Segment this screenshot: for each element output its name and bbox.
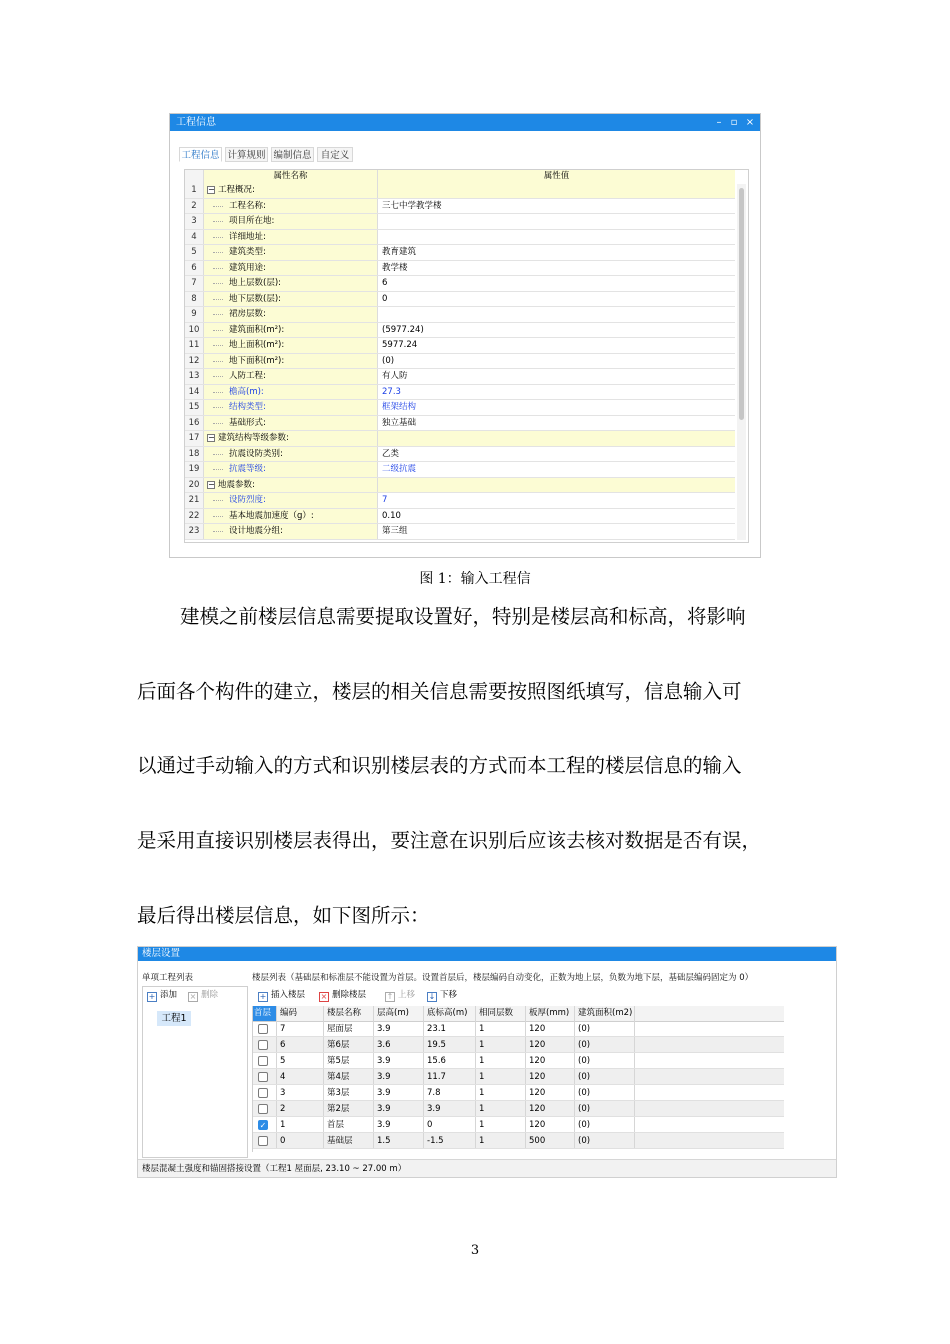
floor-cell-height[interactable]: 3.9: [374, 1053, 424, 1068]
arrow-down-icon: ↓: [428, 992, 436, 1001]
floor-cell-slab[interactable]: 120: [526, 1021, 575, 1036]
row-number: 10: [185, 323, 204, 338]
property-row[interactable]: [185, 478, 735, 494]
close-icon[interactable]: ×: [745, 117, 755, 128]
property-row[interactable]: [185, 400, 735, 416]
floor-row[interactable]: [253, 1101, 784, 1117]
floor-cell-area[interactable]: (0): [575, 1021, 635, 1036]
move-down-label: 下移: [440, 990, 458, 1000]
row-number: 16: [185, 416, 204, 431]
tree-connector: [213, 392, 223, 393]
property-name: 基本地震加速度（g）:: [229, 510, 314, 521]
first-floor-cell: [253, 1101, 277, 1116]
property-grid-header: [185, 170, 735, 184]
tree-connector: [213, 330, 223, 331]
property-value[interactable]: 6: [382, 278, 388, 288]
property-row[interactable]: [185, 385, 735, 401]
floor-cell-name[interactable]: 第3层: [324, 1085, 374, 1100]
remove-floor-label: 删除楼层: [332, 990, 367, 1000]
floor-cell-name[interactable]: 基础层: [324, 1133, 374, 1148]
paragraph-line-4: 是采用直接识别楼层表得出，要注意在识别后应该去核对数据是否有误，: [137, 829, 762, 852]
tab-project-info[interactable]: 工程信息: [179, 147, 222, 162]
row-number: 15: [185, 400, 204, 415]
floor-cell-same[interactable]: 1: [476, 1053, 526, 1068]
tree-connector: [213, 376, 223, 377]
floor-cell-name[interactable]: 第5层: [324, 1053, 374, 1068]
first-floor-checkbox[interactable]: [258, 1056, 268, 1066]
property-name-cell: [204, 509, 378, 524]
insert-row-icon: +: [259, 992, 267, 1001]
floor-cell-slab[interactable]: 120: [526, 1101, 575, 1116]
floor-row[interactable]: [253, 1085, 784, 1101]
floor-cell-code[interactable]: 0: [277, 1133, 324, 1148]
property-name-cell: [204, 214, 378, 229]
remove-row-icon: ×: [320, 992, 328, 1001]
arrow-up-icon: ↑: [386, 992, 394, 1001]
property-name: 地下层数(层):: [229, 293, 281, 304]
property-name-cell: [204, 354, 378, 369]
tree-connector: [213, 252, 223, 253]
first-floor-checkbox[interactable]: [258, 1136, 268, 1146]
collapse-icon[interactable]: −: [208, 433, 215, 442]
page-number: 3: [470, 1243, 480, 1258]
project-item[interactable]: 工程1: [157, 1011, 191, 1026]
property-name: 设计地震分组:: [229, 526, 283, 536]
property-value[interactable]: 27.3: [382, 386, 401, 397]
first-floor-cell: [253, 1117, 277, 1132]
property-value[interactable]: 框架结构: [382, 402, 417, 412]
property-row[interactable]: [185, 447, 735, 463]
floor-cell-height[interactable]: 1.5: [374, 1133, 424, 1148]
property-name-cell: [204, 183, 378, 198]
tree-connector: [213, 423, 223, 424]
insert-floor-button[interactable]: [258, 989, 305, 1002]
floor-cell-code[interactable]: 3: [277, 1085, 324, 1100]
property-name: 抗震等级:: [229, 464, 266, 474]
row-number: 20: [185, 478, 204, 493]
property-row[interactable]: [185, 338, 735, 354]
property-name: 裙房层数:: [229, 309, 266, 319]
property-name: 建筑用途:: [229, 262, 266, 273]
add-project-button[interactable]: [147, 989, 177, 1002]
floor-row[interactable]: [253, 1021, 784, 1037]
first-floor-checkbox[interactable]: ✓: [259, 1121, 267, 1130]
property-value[interactable]: [378, 431, 735, 446]
row-number: 4: [185, 230, 204, 245]
property-row[interactable]: [185, 323, 735, 339]
tree-connector: [213, 500, 223, 501]
first-floor-cell: [253, 1021, 277, 1036]
first-floor-checkbox[interactable]: [258, 1024, 268, 1034]
floor-cell-bottom[interactable]: -1.5: [424, 1133, 476, 1148]
project-info-window: [169, 113, 761, 558]
floor-cell-name[interactable]: 第2层: [324, 1101, 374, 1116]
tree-connector: [213, 469, 223, 470]
floor-cell-name[interactable]: 首层: [324, 1117, 374, 1132]
floor-cell-code[interactable]: 6: [277, 1037, 324, 1052]
property-name-cell: [204, 493, 378, 508]
floor-cell-same[interactable]: 1: [476, 1069, 526, 1084]
vertical-scrollbar[interactable]: [737, 184, 746, 540]
property-grid: [184, 169, 749, 543]
property-row[interactable]: [185, 354, 735, 370]
row-number: 2: [185, 199, 204, 214]
floor-cell-same[interactable]: 1: [476, 1133, 526, 1148]
property-name-cell: [204, 292, 378, 307]
tree-connector: [213, 221, 223, 222]
floor-settings-window: [137, 946, 837, 1178]
property-name: 工程名称:: [229, 200, 266, 211]
tree-connector: [213, 314, 223, 315]
row-number: 13: [185, 369, 204, 384]
property-name-cell: [204, 385, 378, 400]
floor-settings-title: 楼层设置: [138, 947, 836, 961]
tree-connector: [213, 237, 223, 238]
property-name: 地上层数(层):: [229, 278, 281, 288]
floor-row[interactable]: [253, 1037, 784, 1053]
column-header[interactable]: 建筑面积(m2): [575, 1006, 635, 1021]
floor-row[interactable]: [253, 1069, 784, 1085]
floor-cell-slab[interactable]: 120: [526, 1053, 575, 1068]
minimize-icon[interactable]: –: [716, 117, 722, 128]
property-name-cell: [204, 276, 378, 291]
floor-cell-area[interactable]: (0): [575, 1037, 635, 1052]
property-value[interactable]: 0.10: [382, 510, 401, 521]
property-row[interactable]: [185, 214, 735, 230]
property-name: 地上面积(m²):: [229, 340, 285, 350]
row-number: 22: [185, 509, 204, 524]
header-value: 属性值: [543, 171, 570, 181]
property-value[interactable]: 三七中学教学楼: [382, 200, 442, 211]
header-num-cell: [185, 170, 204, 183]
property-value[interactable]: 二级抗震: [382, 464, 417, 474]
property-value[interactable]: [378, 230, 735, 245]
tab-compile-info[interactable]: 编制信息: [271, 147, 314, 162]
property-name-cell: [204, 323, 378, 338]
floor-cell-same[interactable]: 1: [476, 1117, 526, 1132]
property-value[interactable]: 5977.24: [382, 340, 418, 350]
move-down-button[interactable]: [427, 989, 457, 1002]
project-info-title-bar: [170, 114, 760, 131]
row-number: 23: [185, 524, 204, 539]
tree-connector: [213, 361, 223, 362]
property-value[interactable]: 乙类: [382, 448, 400, 459]
floor-table-header: [253, 1006, 784, 1022]
row-number: 12: [185, 354, 204, 369]
scrollbar-thumb[interactable]: [739, 188, 744, 420]
property-name-cell: [204, 245, 378, 260]
column-header[interactable]: 底标高(m): [424, 1006, 476, 1021]
column-header[interactable]: 编码: [277, 1006, 324, 1021]
first-floor-checkbox[interactable]: [258, 1072, 268, 1082]
floor-cell-area[interactable]: (0): [575, 1069, 635, 1084]
row-number: 19: [185, 462, 204, 477]
floor-row[interactable]: [253, 1133, 784, 1149]
paragraph-line-5: 最后得出楼层信息，如下图所示：: [137, 904, 430, 927]
property-value[interactable]: [378, 183, 735, 198]
add-label: 添加: [160, 990, 178, 1000]
collapse-icon[interactable]: −: [208, 185, 215, 194]
floor-cell-bottom[interactable]: 7.8: [424, 1085, 476, 1100]
property-name-cell: [204, 524, 378, 539]
row-number: 5: [185, 245, 204, 260]
property-row[interactable]: [185, 431, 735, 447]
property-row[interactable]: [185, 292, 735, 308]
row-number: 18: [185, 447, 204, 462]
property-row[interactable]: [185, 307, 735, 323]
tab-calc-rules[interactable]: 计算规则: [225, 147, 268, 162]
property-row[interactable]: [185, 261, 735, 277]
header-name: 属性名称: [204, 170, 378, 183]
floor-row[interactable]: [253, 1117, 784, 1133]
property-name-cell: [204, 447, 378, 462]
property-name: 详细地址:: [229, 231, 266, 242]
floor-cell-slab[interactable]: 500: [526, 1133, 575, 1148]
property-name-cell: [204, 431, 378, 446]
property-row[interactable]: [185, 416, 735, 432]
collapse-icon[interactable]: −: [208, 479, 215, 489]
property-name: 设防烈度:: [229, 495, 266, 505]
insert-floor-label: 插入楼层: [271, 990, 306, 1000]
tree-connector: [213, 283, 223, 284]
property-row[interactable]: [185, 183, 735, 199]
property-name: 地震参数:: [218, 479, 255, 490]
floor-cell-height[interactable]: 3.9: [374, 1101, 424, 1116]
property-name: 人防工程:: [229, 371, 266, 381]
tree-connector: [213, 454, 223, 455]
property-row[interactable]: [185, 199, 735, 215]
tree-connector: [213, 206, 223, 207]
property-name: 地下面积(m²):: [229, 355, 285, 366]
property-name-cell: [204, 462, 378, 477]
property-value[interactable]: [378, 214, 735, 229]
column-header[interactable]: 板厚(mm): [526, 1006, 575, 1021]
property-value[interactable]: 7: [382, 495, 388, 505]
floor-cell-area[interactable]: (0): [575, 1053, 635, 1068]
floor-cell-bottom[interactable]: 0: [424, 1117, 476, 1132]
floor-cell-slab[interactable]: 120: [526, 1085, 575, 1100]
column-header[interactable]: 首层: [253, 1006, 277, 1021]
property-value[interactable]: 教学楼: [382, 262, 408, 273]
project-list-label: 单项工程列表: [142, 973, 194, 983]
floor-cell-area[interactable]: (0): [575, 1117, 635, 1132]
property-name-cell: [204, 478, 378, 493]
move-up-button[interactable]: [385, 989, 415, 1002]
row-number: 11: [185, 338, 204, 353]
property-name: 工程概况:: [218, 185, 255, 195]
property-name-cell: [204, 400, 378, 415]
tree-connector: [213, 345, 223, 346]
tree-connector: [213, 268, 223, 269]
move-up-label: 上移: [398, 990, 416, 1000]
floor-row[interactable]: [253, 1053, 784, 1069]
status-bar: 楼层混凝土强度和锚固搭接设置（工程1 屋面层, 23.10 ~ 27.00 m）: [138, 1159, 836, 1178]
paragraph-line-1: 建模之前楼层信息需要提取设置好，特别是楼层高和标高，将影响: [180, 605, 746, 628]
first-floor-cell: [253, 1069, 277, 1084]
floor-cell-bottom[interactable]: 23.1: [424, 1021, 476, 1036]
row-number: 7: [185, 276, 204, 291]
tree-connector: [213, 299, 223, 300]
floor-cell-bottom[interactable]: 15.6: [424, 1053, 476, 1068]
floor-cell-name[interactable]: 第4层: [324, 1069, 374, 1084]
property-name: 建筑面积(m²):: [229, 324, 285, 335]
property-value[interactable]: 第三组: [382, 526, 408, 536]
property-value[interactable]: (5977.24): [382, 324, 424, 335]
floor-cell-area[interactable]: (0): [575, 1101, 635, 1116]
property-row[interactable]: [185, 462, 735, 478]
property-value[interactable]: [378, 478, 735, 493]
first-floor-cell: [253, 1133, 277, 1148]
property-name-cell: [204, 307, 378, 322]
floor-cell-name[interactable]: 第6层: [324, 1037, 374, 1052]
delete-project-button[interactable]: [188, 989, 218, 1002]
floor-cell-bottom[interactable]: 3.9: [424, 1101, 476, 1116]
property-name-cell: [204, 416, 378, 431]
property-name: 项目所在地:: [229, 216, 275, 226]
floor-cell-code[interactable]: 7: [277, 1021, 324, 1036]
floor-cell-bottom[interactable]: 19.5: [424, 1037, 476, 1052]
floor-cell-height[interactable]: 3.9: [374, 1117, 424, 1132]
row-number: 17: [185, 431, 204, 446]
delete-label: 删除: [201, 990, 219, 1000]
row-number: 6: [185, 261, 204, 276]
property-name: 建筑结构等级参数:: [218, 433, 289, 443]
property-name-cell: [204, 338, 378, 353]
floor-cell-same[interactable]: 1: [476, 1021, 526, 1036]
column-header[interactable]: 相同层数: [476, 1006, 526, 1021]
floor-cell-same[interactable]: 1: [476, 1101, 526, 1116]
property-row[interactable]: [185, 230, 735, 246]
delete-icon: ×: [189, 992, 197, 1001]
row-number: 1: [185, 183, 204, 198]
property-value[interactable]: [378, 307, 735, 322]
floor-list-label: 楼层列表（基础层和标准层不能设置为首层。设置首层后，楼层编码自动变化，正数为地上层，负数为地下层，基础层编码固定为 0）: [252, 973, 754, 983]
tab-custom[interactable]: 自定义: [317, 147, 353, 162]
first-floor-cell: [253, 1085, 277, 1100]
floor-cell-code[interactable]: 5: [277, 1053, 324, 1068]
floor-cell-slab[interactable]: 120: [526, 1117, 575, 1132]
plus-icon: +: [148, 992, 156, 1001]
floor-cell-same[interactable]: 1: [476, 1085, 526, 1100]
floor-table: [252, 1006, 784, 1152]
property-row[interactable]: [185, 245, 735, 261]
project-list-panel: [142, 986, 248, 1158]
floor-cell-same[interactable]: 1: [476, 1037, 526, 1052]
row-number: 3: [185, 214, 204, 229]
property-name-cell: [204, 199, 378, 214]
floor-cell-slab[interactable]: 120: [526, 1069, 575, 1084]
floor-cell-height[interactable]: 3.9: [374, 1069, 424, 1084]
floor-cell-area[interactable]: (0): [575, 1133, 635, 1148]
row-number: 21: [185, 493, 204, 508]
tree-connector: [213, 516, 223, 517]
property-value[interactable]: 教育建筑: [382, 247, 417, 257]
floor-cell-name[interactable]: 屋面层: [324, 1021, 374, 1036]
property-value[interactable]: 独立基础: [382, 417, 417, 428]
remove-floor-button[interactable]: [319, 989, 366, 1002]
paragraph-line-2: 后面各个构件的建立，楼层的相关信息需要按照图纸填写，信息输入可: [137, 680, 742, 703]
property-name: 檐高(m):: [229, 386, 264, 397]
tree-connector: [213, 531, 223, 532]
first-floor-checkbox[interactable]: [258, 1040, 268, 1050]
first-floor-cell: [253, 1053, 277, 1068]
property-name: 基础形式:: [229, 417, 266, 428]
property-name-cell: [204, 230, 378, 245]
property-row[interactable]: [185, 524, 735, 540]
column-header[interactable]: 层高(m): [374, 1006, 424, 1021]
floor-cell-bottom[interactable]: 11.7: [424, 1069, 476, 1084]
maximize-icon[interactable]: ▫: [730, 117, 738, 128]
figure-caption: 图 1：输入工程信: [419, 571, 531, 587]
property-value[interactable]: 有人防: [382, 371, 408, 381]
property-name-cell: [204, 369, 378, 384]
property-row[interactable]: [185, 493, 735, 509]
property-name-cell: [204, 261, 378, 276]
floor-cell-slab[interactable]: 120: [526, 1037, 575, 1052]
window-title: 工程信息: [176, 117, 216, 128]
property-name: 抗震设防类别:: [229, 448, 283, 459]
tree-connector: [213, 407, 223, 408]
first-floor-checkbox[interactable]: [258, 1088, 268, 1098]
row-number: 9: [185, 307, 204, 322]
row-number: 8: [185, 292, 204, 307]
property-value[interactable]: 0: [382, 293, 388, 304]
first-floor-cell: [253, 1037, 277, 1052]
property-value[interactable]: (0): [382, 355, 395, 366]
floor-cell-height[interactable]: 3.9: [374, 1021, 424, 1036]
floor-cell-code[interactable]: 2: [277, 1101, 324, 1116]
floor-cell-height[interactable]: 3.6: [374, 1037, 424, 1052]
floor-cell-area[interactable]: (0): [575, 1085, 635, 1100]
property-row[interactable]: [185, 276, 735, 292]
row-number: 14: [185, 385, 204, 400]
property-name: 结构类型:: [229, 402, 266, 412]
floor-cell-code[interactable]: 1: [277, 1117, 324, 1132]
first-floor-checkbox[interactable]: [258, 1104, 268, 1114]
property-row[interactable]: [185, 369, 735, 385]
paragraph-line-3: 以通过手动输入的方式和识别楼层表的方式而本工程的楼层信息的输入: [137, 754, 742, 777]
column-header[interactable]: 楼层名称: [324, 1006, 374, 1021]
floor-cell-height[interactable]: 3.9: [374, 1085, 424, 1100]
property-row[interactable]: [185, 509, 735, 525]
floor-cell-code[interactable]: 4: [277, 1069, 324, 1084]
property-name: 建筑类型:: [229, 247, 266, 257]
